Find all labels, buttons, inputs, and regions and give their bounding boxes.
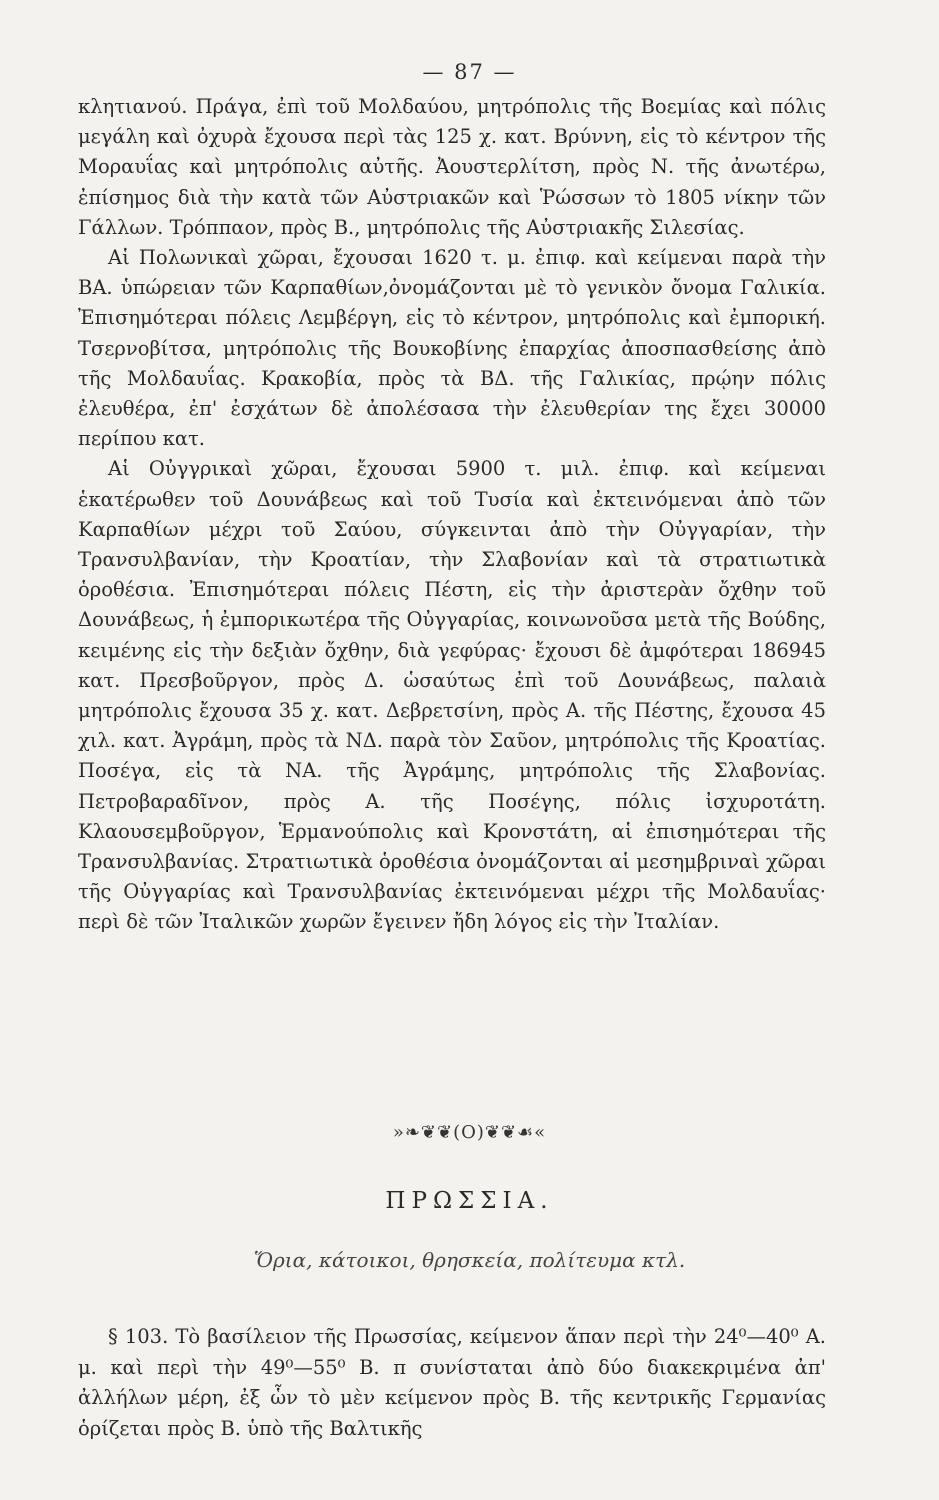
section-subheading: Ὅρια, κάτοικοι, θρησκεία, πολίτευμα κτλ. [253, 1248, 686, 1272]
paragraph-hungary: Αἱ Οὐγγρικαὶ χῶραι, ἔχουσαι 5900 τ. μιλ. ἐπιφ. καὶ κείμεναι ἑκατέρωθεν τοῦ Δουνάβεως καὶ τοῦ Τυσία καὶ ἐκτεινόμεναι ἀπὸ τῶν Καρπαθίων μέχρι τοῦ Σαύου, σύγκεινται ἀπὸ τὴν Οὐγγαρίαν, τὴν Τρανσυλβανίαν, τὴν Κροατίαν, τὴν Σλαβονίαν καὶ τὰ στρατιωτικὰ ὁροθέσια. Ἐπισημότεραι πόλεις Πέστη, εἰς τὴν ἀριστερὰν ὄχθην τοῦ Δουνάβεως, ἡ ἐμπορικωτέρα τῆς Οὐγγαρίας, κοινωνοῦσα μετὰ τῆς Βούδης, κειμένης εἰς τὴν δεξιὰν ὄχθην, διὰ γεφύρας· ἔχουσι δὲ ἀμφότεραι 186945 κατ. Πρεσβοῦργον, πρὸς Δ. ὡσαύτως ἐπὶ τοῦ Δουνάβεως, παλαιὰ μητρόπολις ἔχουσα 35 χ. κατ. Δεβρετσίνη, πρὸς Α. τῆς Πέστης, ἔχουσα 45 χιλ. κατ. Ἀγράμη, πρὸς τὰ ΝΔ. παρὰ τὸν Σαῦον, μητρόπολις τῆς Κροατίας. Ποσέγα, εἰς τὰ ΝΑ. τῆς Ἀγράμης, μητρόπολις τῆς Σλαβονίας. Πετροβαραδῖνον, πρὸς Α. τῆς Ποσέγης, πόλις ἰσχυροτάτη. Κλαουσεμβοῦργον, Ἑρμανούπολις καὶ Κρονστάτη, αἱ ἐπισημότεραι τῆς Τρανσυλβανίας. Στρατιωτικὰ ὁροθέσια ὀνομάζονται αἱ μεσημβριναὶ χῶραι τῆς Οὐγγαρίας καὶ Τρανσυλβανίας ἐκτεινόμεναι μέχρι τῆς Μολδαυΐας· περὶ δὲ τῶν Ἰταλικῶν χωρῶν ἔγεινεν ἤδη λόγος εἰς τὴν Ἰταλίαν. [78, 457, 826, 934]
section-heading: ΠΡΩΣΣΙΑ. [385, 1188, 554, 1214]
ornament-divider: »❧❦❦(O)❦❦☙« [392, 1122, 547, 1143]
main-text [78, 92, 826, 938]
paragraph-galicia: Αἱ Πολωνικαὶ χῶραι, ἔχουσαι 1620 τ. μ. ἐπιφ. καὶ κείμεναι παρὰ τὴν ΒΑ. ὑπώρειαν τῶν Καρπαθίων,ὀνομάζονται μὲ τὸ γενικὸν ὄνομα Γαλικία. Ἐπισημότεραι πόλεις Λεμβέργη, εἰς τὸ κέντρον, μητρόπολις καὶ ἐμπορική. Τσερνοβίτσα, μητρόπολις τῆς Βουκοβίνης ἐπαρχίας ἀποσπασθείσης ἀπὸ τῆς Μολδαυΐας. Κρακοβία, πρὸς τὰ ΒΔ. τῆς Γαλικίας, πρῴην πόλις ἐλευθέρα, ἐπ' ἐσχάτων δὲ ἀπολέσασα τὴν ἐλευθερίαν της ἔχει 30000 περίπου κατ. [78, 246, 826, 451]
paragraph-prussia: § 103. Τὸ βασίλειον τῆς Πρωσσίας, κείμενον ἅπαν περὶ τὴν 24⁰—40⁰ Α. μ. καὶ περὶ τὴν 49⁰—55⁰ Β. π συνίσταται ἀπὸ δύο διακεκριμένα ἀπ' ἀλλήλων μέρη, ἐξ ὧν τὸ μὲν κείμενον πρὸς Β. τῆς κεντρικῆς Γερμανίας ὁρίζεται πρὸς Β. ὑπὸ τῆς Βαλτικῆς [78, 1325, 826, 1440]
page-number: — 87 — [422, 60, 517, 84]
section-text [78, 1322, 826, 1444]
paragraph-bohemia: κλητιανού. Πράγα, ἐπὶ τοῦ Μολδαύου, μητρόπολις τῆς Βοεμίας καὶ πόλις μεγάλη καὶ ὀχυρὰ ἔχουσα περὶ τὰς 125 χ. κατ. Βρύννη, εἰς τὸ κέντρον τῆς Μοραυΐας καὶ μητρόπολις αὐτῆς. Ἀουστερλίτση, πρὸς Ν. τῆς ἀνωτέρω, ἐπίσημος διὰ τὴν κατὰ τῶν Αὐστριακῶν καὶ Ῥώσσων τὸ 1805 νίκην τῶν Γάλλων. Τρόππαον, πρὸς Β., μητρόπολις τῆς Αὐστριακῆς Σιλεσίας. [78, 95, 826, 239]
